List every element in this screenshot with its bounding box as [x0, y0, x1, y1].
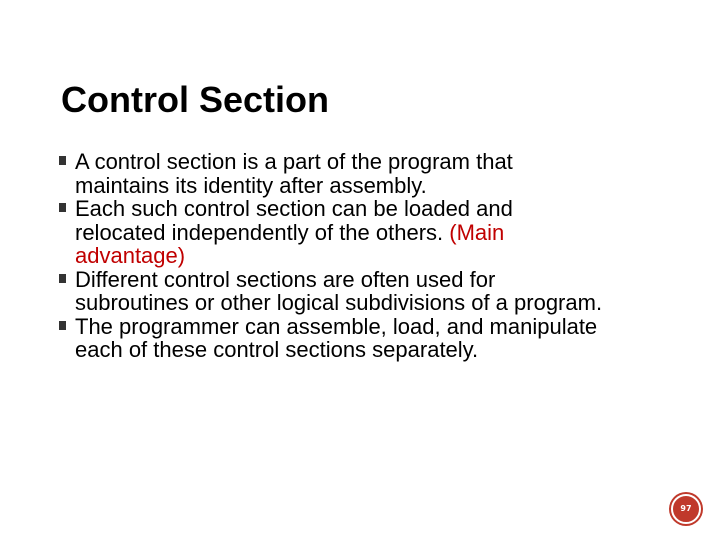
bullet-list: [59, 150, 604, 362]
bullet-text: Each such control section can be loaded and relocated independently of the others.: [75, 196, 513, 245]
slide-title: Control Section: [61, 79, 329, 120]
square-bullet-icon: [59, 203, 66, 212]
bullet-text: A control section is a part of the program that maintains its identity after assembly.: [75, 149, 513, 198]
square-bullet-icon: [59, 274, 66, 283]
bullet-text: The programmer can assemble, load, and manipulate each of these control sections separately.: [75, 313, 598, 362]
bullet-text: Different control sections are often used for subroutines or other logical subdivisions of a program.: [75, 266, 603, 315]
bullet-accent-text: (Main advantage): [75, 219, 505, 268]
square-bullet-icon: [59, 321, 66, 330]
bullet-item: [59, 315, 604, 362]
page-number-badge: [671, 494, 701, 524]
page-number: 97: [680, 504, 692, 513]
square-bullet-icon: [59, 156, 66, 165]
bullet-item: [59, 197, 604, 268]
bullet-item: [59, 150, 604, 197]
bullet-item: [59, 268, 604, 315]
